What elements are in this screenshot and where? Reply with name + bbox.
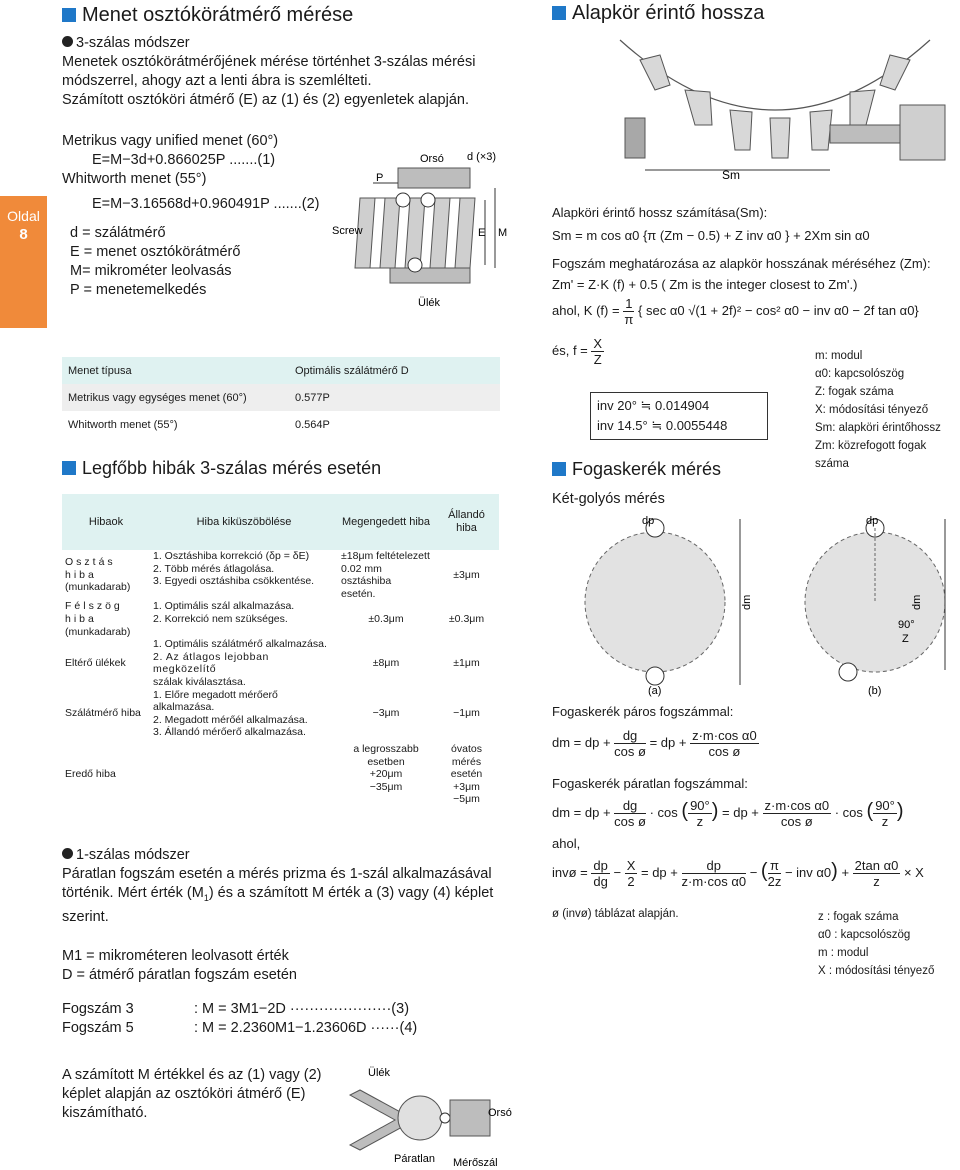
legend-item: X : módosítási tényező	[818, 965, 935, 977]
fig-caption-b: (b)	[868, 685, 882, 697]
table-row: Eltérő ülékek 1. Optimális szálátmérő alkalmazása. 2. Az átlagos lejobban megközelítő szálak kiválasztása. ±8μm ±1μm	[65, 638, 480, 688]
fig-label-e: E	[478, 227, 486, 239]
ahol-label: ahol,	[552, 836, 581, 851]
table-cell: 0.564P	[289, 411, 500, 438]
table-header-row	[62, 357, 500, 384]
fraction: $\frac{\text{z·m·cos α0}}{\text{cos ø}}$	[764, 798, 830, 829]
table-header-cell: Hiba kiküszöbölése	[150, 494, 338, 550]
legend-item: z : fogak száma	[818, 911, 899, 923]
wire-circle-3	[408, 258, 422, 272]
f-formula: és, f = $\frac{X}{Z}$	[552, 336, 603, 367]
fig-label-dm-b: dm	[911, 594, 923, 610]
table-header-cell: Optimális szálátmérő D	[289, 357, 500, 384]
ball-bottom-a	[646, 667, 664, 685]
legend-item: m: modul	[815, 350, 863, 362]
micrometer-frame	[900, 105, 945, 160]
section-title-pitch-diameter: Menet osztókörátmérő mérése	[62, 4, 353, 27]
table-header-cell: Megengedett hiba	[338, 494, 434, 550]
table-row: Félszög hiba (munkadarab) 1. Optimális szál alkalmazása. 2. Korrekció nem szükséges. ±0.3μm ±0.3μm	[65, 600, 485, 638]
workpiece-circle	[398, 1096, 442, 1140]
legend-item: Z: fogak száma	[815, 386, 894, 398]
table-header-cell: Állandó hiba	[434, 494, 499, 550]
odd-title: Fogaskerék páratlan fogszámmal:	[552, 776, 748, 791]
phi-note: ø (invø) táblázat alapján.	[552, 908, 679, 920]
table-row	[62, 411, 500, 438]
fig-label-p: P	[376, 172, 384, 184]
legend-item: Sm: alapköri érintőhossz	[815, 422, 941, 434]
fraction: $\frac{dp}{\text{z·m·cos α0}}$	[681, 858, 747, 889]
micrometer-spindle	[830, 125, 900, 143]
optimal-wire-table	[62, 357, 500, 438]
three-wire-figure	[330, 148, 520, 308]
legend-base-tangent	[800, 347, 960, 473]
fig-label-dp-b: dp	[866, 515, 879, 527]
fraction: $\frac{dp}{dg}$	[593, 858, 608, 889]
legend-item: α0: kapcsolószög	[815, 368, 905, 380]
section-title-base-tangent: Alapkör érintő hossza	[552, 2, 764, 25]
table-header-cell: Menet típusa	[62, 357, 289, 384]
formula-block: Metrikus vagy unified menet (60°) E=M−3d+0.866025P .......(1) Whitworth menet (55°) E=M−3.16568d+0.960491P .......(2) d = szálátmérő E = menet osztókörátmérő M= mikrométer leolvasás P = menetemelkedés	[62, 133, 320, 298]
fraction: $\frac{dg}{\text{cos ø}}$	[614, 728, 646, 759]
table-row: Szálátmérő hiba 1. Előre megadott mérőerő alkalmazása. 2. Megadott mérőél alkalmazása. 3. Állandó mérőerő alkalmazása. −3μm −1μm	[65, 688, 480, 739]
inv-values-box: inv 20° ≒ 0.014904 inv 14.5° ≒ 0.0055448	[590, 392, 768, 440]
errors-table	[62, 494, 499, 809]
bullet-icon	[62, 36, 73, 47]
wire-circle	[440, 1113, 450, 1123]
fig-label-dp-a: dp	[642, 515, 655, 527]
calc-note: A számított M értékkel és az (1) vagy (2) képlet alapján az osztóköri átmérő (E) kiszámítható.	[62, 1067, 322, 1121]
base-tangent-formulas: Alapköri érintő hossz számítása(Sm): Sm = m cos α0 {π (Zm − 0.5) + Z inv α0 } + 2Xm sin α0 Fogszám meghatározása az alapkör hosszának méréséhez (Zm): Zm' = Z·K (f) + 0.5 ( Zm is the integer closest to Zm'.)	[552, 205, 931, 292]
legend-item: α0 : kapcsolószög	[818, 929, 911, 941]
table-row: Eredő hiba a legrosszabb esetben +20μm −35μm óvatos mérés esetén +3μm −5μm	[65, 742, 483, 806]
fig-label-orso: Orsó	[488, 1107, 512, 1119]
two-ball-label: Két-golyós mérés	[552, 491, 665, 507]
legend-item: X: módosítási tényező	[815, 404, 929, 416]
fraction: $\frac{dg}{\text{cos ø}}$	[614, 798, 646, 829]
wire-circle-2	[421, 193, 435, 207]
fig-label-m: M	[498, 227, 508, 239]
fig-label-dm-a: dm	[741, 594, 753, 610]
section-title-gear: Fogaskerék mérés	[552, 459, 721, 480]
legend-item: m : modul	[818, 947, 869, 959]
legend-item: Zm: közrefogott fogak száma	[815, 440, 927, 470]
two-ball-figures	[580, 510, 960, 700]
odd-formula: dm = dp + $\frac{dg}{\text{cos ø}}$ · cos ( $\frac{90^\circ}{z}$ ) = dp + $\frac{\text{z·m·cos α0}}{\text{cos ø}}$ · cos ( $\frac{90^\circ}{z}$ )	[552, 798, 904, 829]
section-marker-icon	[552, 462, 566, 476]
fig-label-orso: Orsó	[420, 153, 444, 165]
table-header-row	[62, 494, 499, 550]
one-wire-block: 1-szálas módszer Páratlan fogszám esetén a mérés prizma és 1-szál alkalmazásával történik. Mért érték $(M_1)$ és a számított M érték a (3) vagy (4) képlet szerint. M1 = mikrométeren leolvasott érték D = átmérő páratlan fogszám esetén	[62, 847, 494, 983]
fraction: $\frac{90^\circ}{z}$	[875, 798, 895, 829]
micrometer-anvil	[625, 118, 645, 158]
table-cell: 0.577P	[289, 384, 500, 411]
table-row	[62, 384, 500, 411]
ball-bottom-b	[839, 663, 857, 681]
fraction: $\frac{\pi}{2z}$	[767, 858, 782, 889]
fraction: $\frac{X}{Z}$	[593, 336, 603, 367]
intro-block: 3-szálas módszer Menetek osztókörátmérőjének mérése történhet 3-szálas mérési módszerrel, ahogy azt a lenti ábra is szemlélteti. Számított osztóköri átmérő (E) az (1) és (2) egyenletek alapján.	[62, 35, 476, 108]
fig-label-z: Z	[902, 633, 909, 645]
bullet-icon	[62, 848, 73, 859]
wire-circle-1	[396, 193, 410, 207]
fig-label-sm: Sm	[722, 168, 740, 182]
fig-label-d3: d (×3)	[467, 151, 497, 163]
table-cell: Metrikus vagy egységes menet (60°)	[62, 384, 289, 411]
section-marker-icon	[62, 8, 76, 22]
even-title: Fogaskerék páros fogszámmal:	[552, 704, 734, 719]
fraction: $\frac{90^\circ}{z}$	[690, 798, 710, 829]
fig-label-meroszal: Mérőszál	[453, 1157, 498, 1168]
page-tab: Oldal 8	[0, 196, 47, 328]
fraction: $\frac{1}{\pi}$	[624, 296, 634, 327]
one-wire-figure	[340, 1060, 520, 1168]
fig-label-angle: 90°	[898, 619, 915, 631]
inv-formula: invø = $\frac{dp}{dg}$ − $\frac{X}{2}$ = dp + $\frac{dp}{\text{z·m·cos α0}}$ − ( $\frac{\pi}{2z}$ − inv α0) + $\frac{\text{2tan α0}}{z}$ × X	[552, 858, 924, 889]
fraction: $\frac{\text{2tan α0}}{z}$	[854, 858, 899, 889]
base-tangent-figure	[600, 30, 950, 190]
fraction: $\frac{\text{z·m·cos α0}}{\text{cos ø}}$	[692, 728, 757, 759]
anvil-shape	[390, 268, 470, 283]
fig-caption-a: (a)	[648, 685, 662, 697]
fraction: $\frac{X}{2}$	[626, 858, 636, 889]
table-cell: Whitworth menet (55°)	[62, 411, 289, 438]
spindle-shape	[398, 168, 470, 188]
table-header-cell: Hibaok	[62, 494, 150, 550]
gear-even-circle	[585, 532, 725, 672]
fig-label-screw: Screw	[332, 225, 363, 237]
spindle-shape	[450, 1100, 490, 1136]
fig-label-paratlan: Páratlan	[394, 1153, 435, 1165]
section-marker-icon	[62, 461, 76, 475]
section-title-errors: Legfőbb hibák 3-szálas mérés esetén	[62, 458, 381, 479]
legend-gear	[818, 908, 958, 980]
table-row: Osztás hiba (munkadarab) 1. Osztáshiba korrekció (δp = δE) 2. Több mérés átlagolása. 3. Egyedi osztáshiba csökkentése. ±18μm feltételezett 0.02 mm osztáshiba esetén. ±3μm	[65, 550, 480, 600]
fig-label-ulek: Ülék	[418, 297, 441, 308]
kf-formula: ahol, K (f) = $\frac{1}{\pi}$ { sec α0 √(1 + 2f)² − cos² α0 − inv α0 − 2f tan α0}	[552, 296, 919, 327]
section-marker-icon	[552, 6, 566, 20]
fig-label-ulek: Ülék	[368, 1067, 391, 1079]
tooth-count-formulas: Fogszám 3 : M = 3M1−2D ·····················(3) Fogszám 5 : M = 2.2360M1−1.23606D ······(4)	[62, 1001, 418, 1036]
even-formula: dm = dp + $\frac{dg}{\text{cos ø}}$ = dp + $\frac{\text{z·m·cos α0}}{\text{cos ø}}$	[552, 728, 757, 759]
